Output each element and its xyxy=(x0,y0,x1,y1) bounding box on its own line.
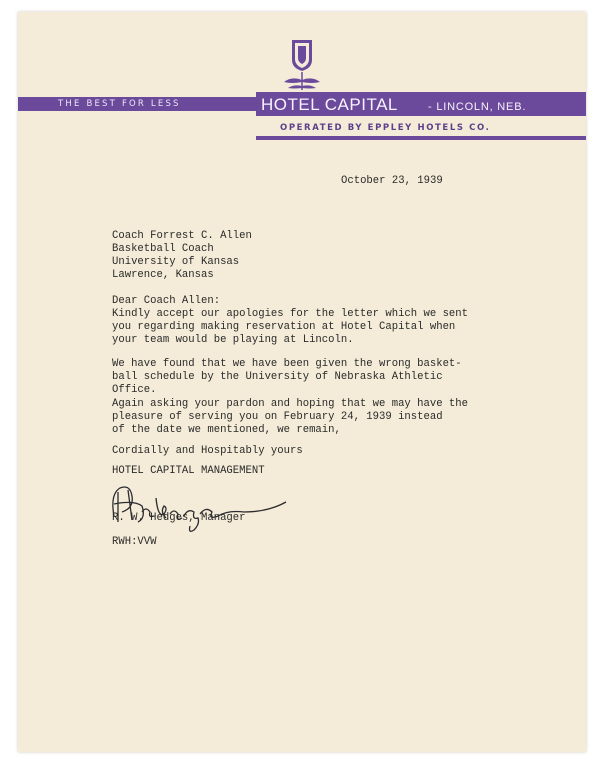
hotel-city: - LINCOLN, NEB. xyxy=(428,101,527,113)
company-name: HOTEL CAPITAL MANAGEMENT xyxy=(112,465,265,477)
paragraph-line: We have found that we have been given the wrong basket- xyxy=(112,358,462,370)
reference-initials: RWH:VVW xyxy=(112,536,157,548)
letter-page xyxy=(18,12,586,752)
paragraph-line: your team would be playing at Lincoln. xyxy=(112,334,354,346)
letterhead-rule xyxy=(256,136,586,140)
recipient-line: Basketball Coach xyxy=(112,243,214,255)
paragraph-line: pleasure of serving you on February 24, 1939 instead xyxy=(112,411,443,423)
signer-name: R. W. Hedges, Manager xyxy=(112,512,246,524)
paragraph-line: Again asking your pardon and hoping that we may have the xyxy=(112,398,469,410)
closing: Cordially and Hospitably yours xyxy=(112,445,303,457)
handwritten-signature xyxy=(108,478,298,538)
paragraph-line: ball schedule by the University of Nebraska Athletic xyxy=(112,371,443,383)
recipient-line: Lawrence, Kansas xyxy=(112,269,214,281)
paragraph-line: Office. xyxy=(112,384,157,396)
paragraph-line: you regarding making reservation at Hotel Capital when xyxy=(112,321,456,333)
operated-by: OPERATED BY EPPLEY HOTELS CO. xyxy=(280,123,491,133)
salutation: Dear Coach Allen: xyxy=(112,295,221,307)
recipient-line: Coach Forrest C. Allen xyxy=(112,230,252,242)
tagline: THE BEST FOR LESS xyxy=(58,99,181,109)
letter-date: October 23, 1939 xyxy=(341,175,443,187)
hotel-crest-icon xyxy=(280,38,324,92)
recipient-line: University of Kansas xyxy=(112,256,240,268)
paragraph-line: of the date we mentioned, we remain, xyxy=(112,424,341,436)
hotel-name: HOTEL CAPITAL xyxy=(261,95,398,114)
paragraph-line: Kindly accept our apologies for the letter which we sent xyxy=(112,308,469,320)
